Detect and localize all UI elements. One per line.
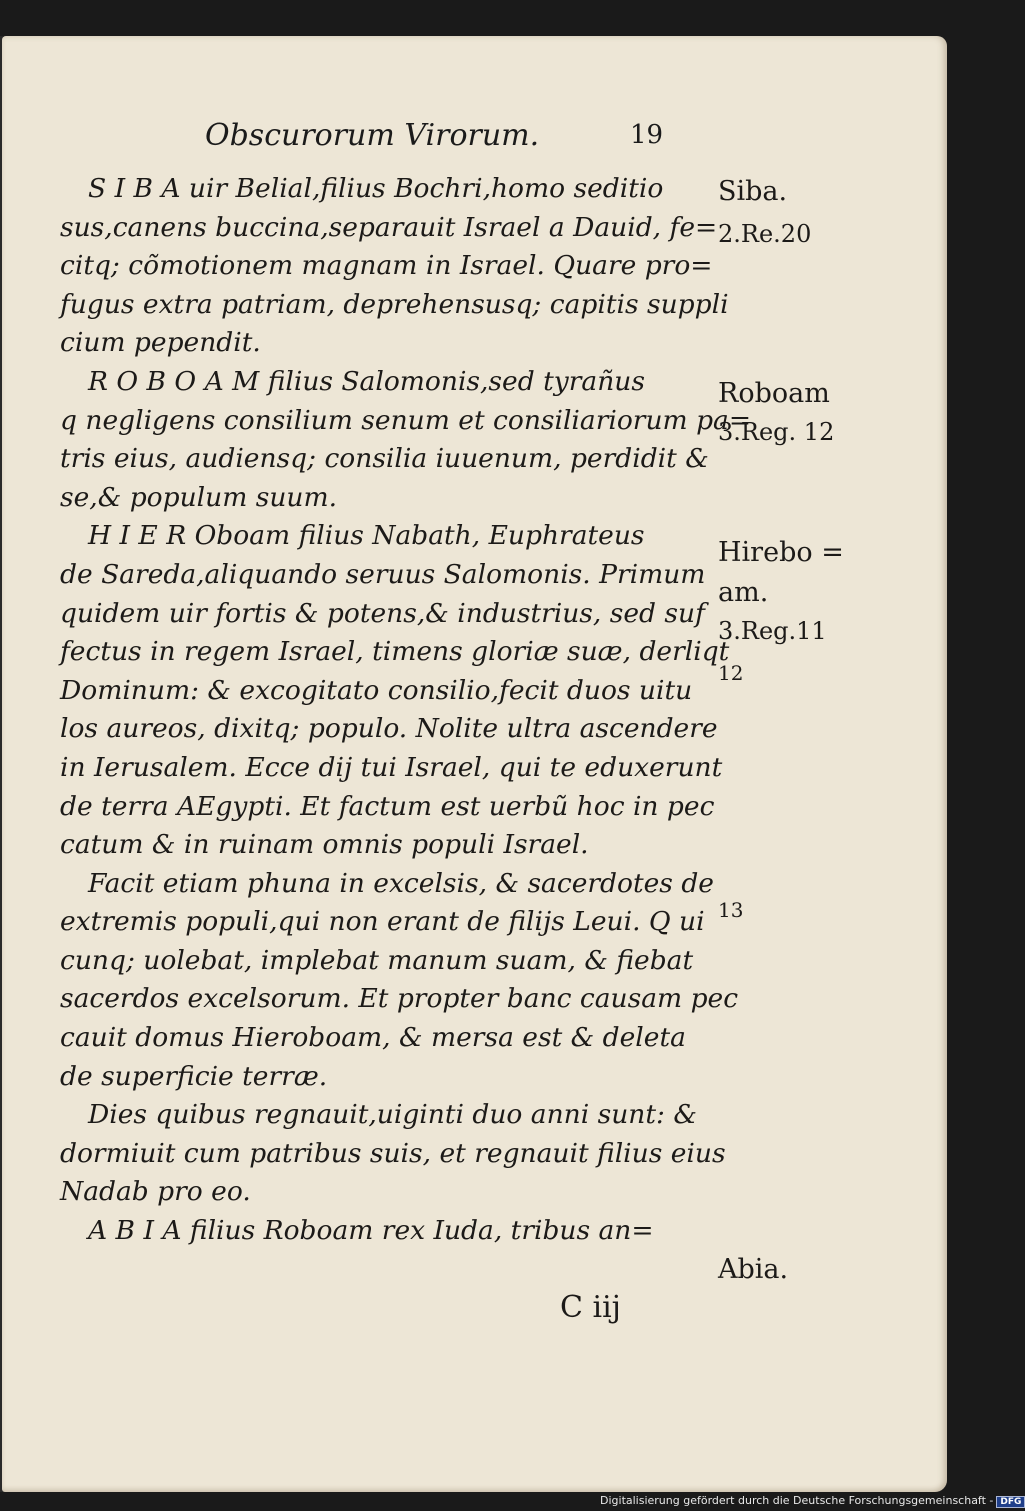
text-line: q negligens consilium senum et consiliariorum pa=: [60, 404, 752, 436]
page-number: 19: [630, 120, 664, 150]
text-line: H I E R Oboam filius Nabath, Euphrateus: [88, 520, 645, 552]
text-line: dormiuit cum patribus suis, et regnauit filius eius: [60, 1137, 726, 1169]
footer-credit: [600, 1494, 1022, 1511]
header-title: Obscurorum Virorum.: [205, 118, 540, 153]
text-line: A B I A filius Roboam rex Iuda, tribus an=: [88, 1215, 654, 1247]
running-header: [205, 118, 665, 158]
text-line: catum & in ruinam omnis populi Israel.: [60, 829, 589, 861]
margin-note: 12: [718, 661, 744, 685]
text-line: extremis populi,qui non erant de filijs Leui. Q ui: [60, 906, 705, 938]
margin-note: Siba.: [718, 176, 788, 207]
text-line: Nadab pro eo.: [60, 1176, 251, 1208]
margin-note: am.: [718, 577, 769, 608]
margin-note: Abia.: [718, 1254, 789, 1285]
text-line: S I B A uir Belial,filius Bochri,homo seditio: [88, 173, 664, 204]
footer-text: Digitalisierung gefördert durch die Deutsche Forschungsgemeinschaft -: [600, 1494, 994, 1507]
margin-note: Roboam: [718, 378, 830, 409]
text-line: fugus extra patriam, deprehensusq; capitis suppli: [60, 288, 729, 320]
text-line: citq; cõmotionem magnam in Israel. Quare pro=: [60, 250, 713, 282]
text-line: fectus in regem Israel, timens gloriæ suæ, derliqt: [60, 636, 730, 668]
text-line: se,& populum suum.: [60, 481, 338, 513]
signature-mark: C iij: [560, 1290, 621, 1325]
text-line: R O B O A M filius Salomonis,sed tyrañus: [88, 365, 645, 397]
text-line: in Ierusalem. Ecce dij tui Israel, qui te eduxerunt: [60, 751, 723, 783]
text-line: sus,canens buccina,separauit Israel a Dauid, fe=: [60, 211, 718, 243]
text-line: de superficie terræ.: [60, 1060, 328, 1092]
text-line: los aureos, dixitq; populo. Nolite ultra ascendere: [60, 713, 718, 745]
text-line: quidem uir fortis & potens,& industrius, sed suf: [60, 597, 705, 629]
margin-note: 3.Reg.11: [718, 617, 827, 645]
margin-note: 13: [718, 898, 744, 922]
text-line: Dominum: & excogitato consilio,fecit duos uitu: [60, 674, 693, 706]
text-line: sacerdos excelsorum. Et propter banc causam pec: [60, 983, 739, 1015]
margin-note: 3.Reg. 12: [718, 418, 835, 446]
text-line: de Sareda,aliquando seruus Salomonis. Primum: [60, 558, 706, 590]
margin-note: 2.Re.20: [718, 220, 812, 248]
text-line: Facit etiam phuna in excelsis, & sacerdotes de: [88, 867, 714, 899]
text-line: de terra AEgypti. Et factum est uerbũ hoc in pec: [60, 790, 715, 822]
text-line: cium pependit.: [60, 327, 261, 359]
text-line: cauit domus Hieroboam, & mersa est & deleta: [60, 1022, 686, 1054]
text-line: cunq; uolebat, implebat manum suam, & fiebat: [60, 944, 694, 976]
text-line: Dies quibus regnauit,uiginti duo anni sunt: &: [88, 1099, 697, 1131]
dfg-logo: DFG: [996, 1496, 1025, 1508]
text-line: tris eius, audiensq; consilia iuuenum, perdidit &: [60, 443, 709, 475]
margin-note: Hirebo =: [718, 537, 844, 568]
